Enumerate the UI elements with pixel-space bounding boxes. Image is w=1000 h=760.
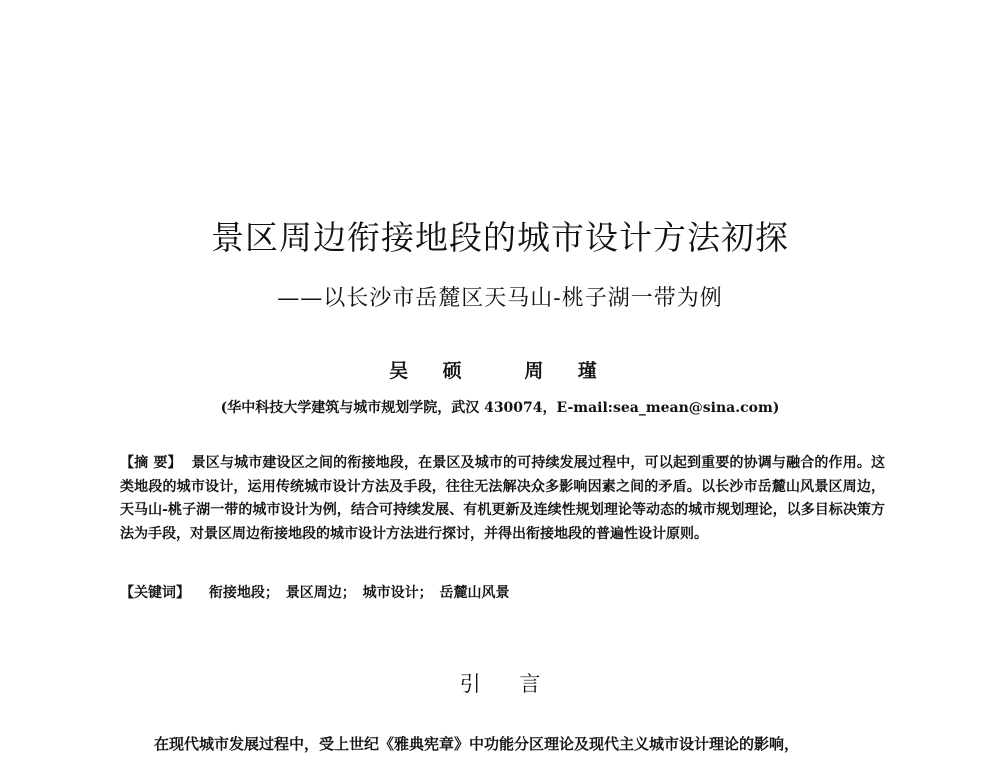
abstract-text: 景区与城市建设区之间的衔接地段，在景区及城市的可持续发展过程中，可以起到重要的协调与融合的作用。这类地段的城市设计，运用传统城市设计方法及手段，往往无法解决众多影响因素之间的矛盾。以长沙市岳麓山风景区周边，天马山-桃子湖一带的城市设计为例，结合可持续发展、有机更新及连续性规划理论等动态的城市规划理论，以多目标决策方法为手段，对景区周边衔接地段的城市设计方法进行探讨，并得出衔接地段的普遍性设计原则。	[120, 455, 885, 542]
keyword: 景区周边；	[285, 585, 356, 601]
keywords-label: 【关键词】	[120, 585, 190, 601]
intro-paragraph: 在现代城市发展过程中，受上世纪《雅典宪章》中功能分区理论及现代主义城市设计理论的影响，	[154, 735, 800, 753]
paper-subtitle: ——以长沙市岳麓区天马山-桃子湖一带为例	[277, 286, 723, 311]
keyword: 衔接地段；	[208, 585, 279, 601]
keywords	[120, 582, 885, 602]
section-heading	[0, 668, 1000, 698]
abstract-label: 【摘 要】	[120, 455, 182, 471]
author-list	[0, 356, 1000, 383]
author-name: 周 瑾	[524, 360, 611, 382]
keyword: 城市设计；	[362, 585, 433, 601]
section-heading-char: 引	[459, 672, 481, 696]
affiliation: (华中科技大学建筑与城市规划学院，武汉 430074，E-mail:sea_mean@sina.com)	[220, 400, 780, 416]
section-heading-char: 言	[519, 672, 541, 696]
abstract	[120, 452, 885, 546]
author-name: 吴 硕	[389, 360, 476, 382]
paper-title: 景区周边衔接地段的城市设计方法初探	[211, 218, 789, 257]
keyword: 岳麓山风景	[439, 585, 510, 601]
